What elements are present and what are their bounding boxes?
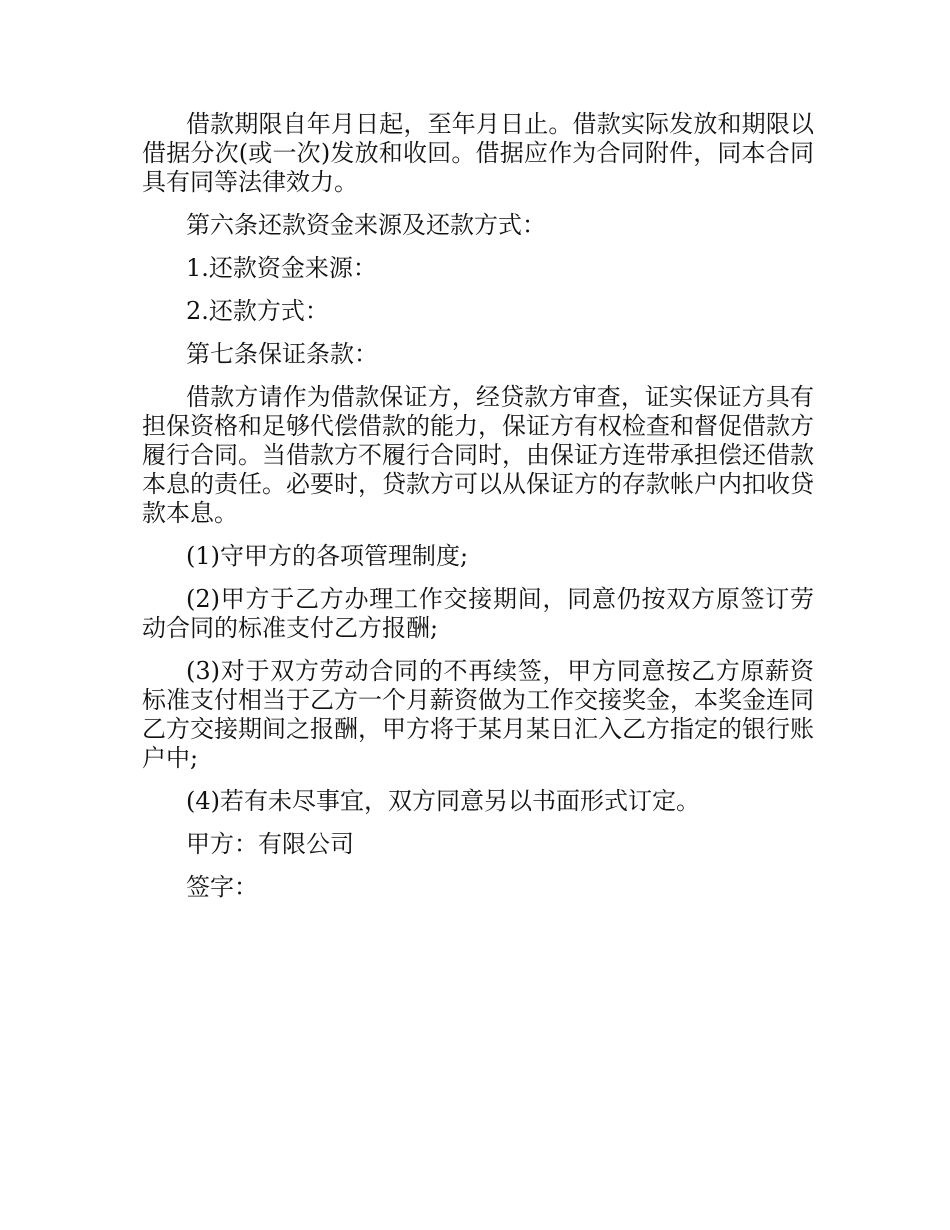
clause-2: (2)甲方于乙方办理工作交接期间，同意仍按双方原签订劳动合同的标准支付乙方报酬; (142, 585, 814, 642)
clause-4: (4)若有未尽事宜，双方同意另以书面形式订定。 (186, 787, 700, 815)
guarantee-paragraph: 借款方请作为借款保证方，经贷款方审查，证实保证方具有担保资格和足够代偿借款的能力，保证方有权检查和督促借款方履行合同。当借款方不履行合同时，由保证方连带承担偿还借款本息的责任。必要时，贷款方可以从保证方的存款帐户内扣收贷款本息。 (142, 383, 814, 527)
repayment-source-item: 1.还款资金来源： (186, 254, 377, 282)
signature-line: 签字： (186, 873, 258, 901)
article-seven-heading: 第七条保证条款： (186, 340, 378, 368)
loan-term-paragraph: 借款期限自年月日起，至年月日止。借款实际发放和期限以借据分次(或一次)发放和收回。借据应作为合同附件，同本合同具有同等法律效力。 (142, 110, 814, 196)
repayment-method-item: 2.还款方式： (186, 297, 329, 325)
article-six-heading: 第六条还款资金来源及还款方式： (186, 211, 546, 239)
clause-1: (1)守甲方的各项管理制度; (186, 542, 469, 570)
party-a-line: 甲方：有限公司 (186, 830, 354, 858)
document-page (142, 110, 814, 916)
clause-3: (3)对于双方劳动合同的不再续签，甲方同意按乙方原薪资标准支付相当于乙方一个月薪资做为工作交接奖金，本奖金连同乙方交接期间之报酬，甲方将于某月某日汇入乙方指定的银行账户中; (142, 657, 814, 772)
